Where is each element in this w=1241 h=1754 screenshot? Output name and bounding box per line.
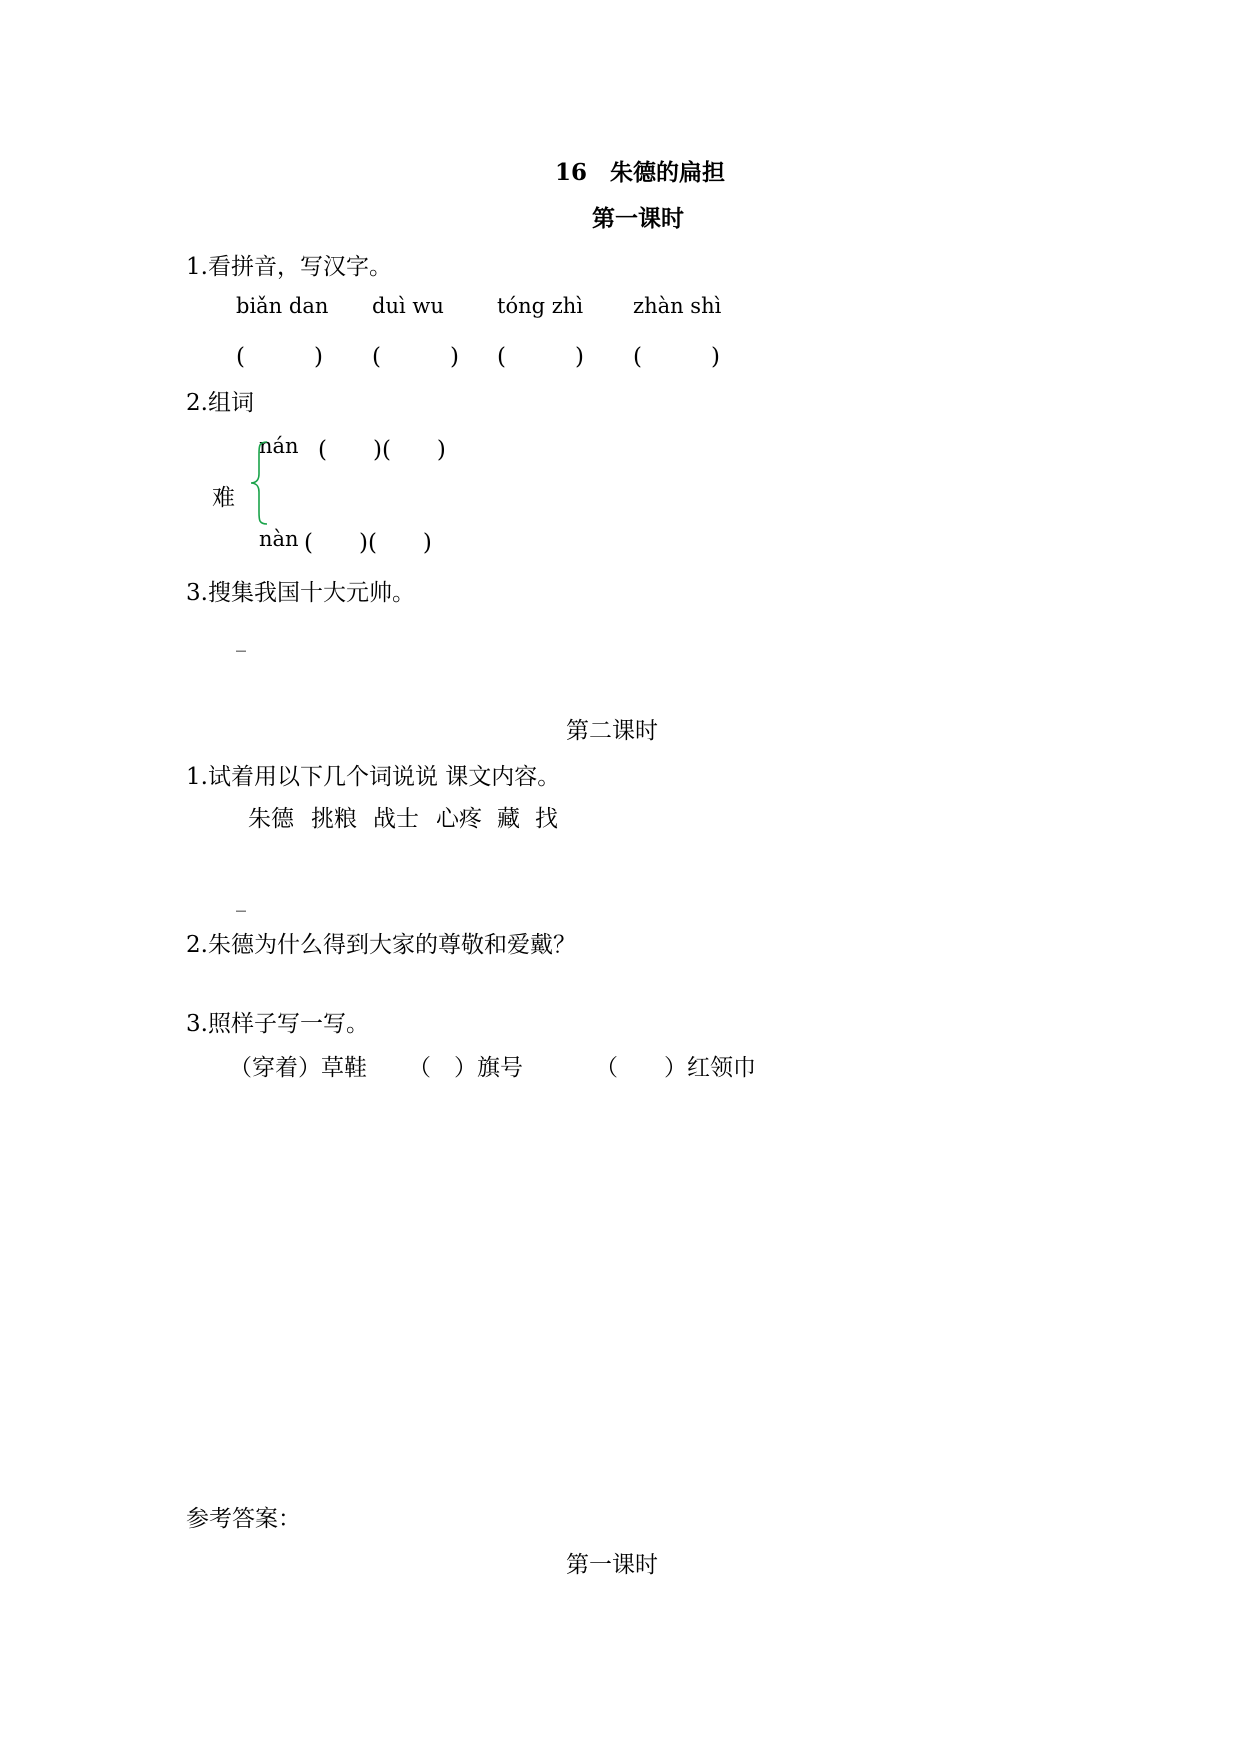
pinyin-item: zhàn shì (633, 294, 722, 318)
lesson1-q3-prompt: 3.搜集我国十大元帅。 (186, 580, 415, 606)
lesson2-heading: 第二课时 (566, 718, 658, 744)
lesson2-q2-prompt: 2.朱德为什么得到大家的尊敬和爱戴？ (186, 932, 576, 958)
lesson2-q3-prompt: 3.照样子写一写。 (186, 1011, 369, 1037)
keyword: 找 (535, 806, 558, 832)
keyword: 战士 (373, 806, 419, 832)
keyword: 挑粮 (311, 806, 357, 832)
answer-blank[interactable]: ( ) (497, 344, 584, 370)
pinyin-nan4: nàn (259, 527, 299, 551)
answer-blank[interactable]: ( ) (236, 344, 323, 370)
pinyin-item: biǎn dan (236, 294, 329, 318)
pinyin-item: tóng zhì (497, 294, 584, 318)
pinyin-item: duì wu (372, 294, 444, 318)
answer-line[interactable]: _ (236, 628, 246, 652)
keyword: 朱德 (248, 806, 294, 832)
answers-label: 参考答案： (186, 1506, 301, 1532)
fill-item[interactable]: （ ）红领巾 (595, 1055, 756, 1081)
word-blanks-nan4[interactable]: ( )( ) (304, 530, 432, 556)
lesson1-heading: 第一课时 (592, 205, 684, 232)
keyword: 藏 (497, 806, 520, 832)
word-blanks-nan2[interactable]: ( )( ) (318, 437, 446, 463)
lesson2-q1-prompt: 1.试着用以下几个词说说 课文内容。 (186, 764, 561, 790)
keyword: 心疼 (436, 806, 482, 832)
lesson1-q1-prompt: 1.看拼音，写汉字。 (186, 254, 392, 280)
answer-blank[interactable]: ( ) (372, 344, 459, 370)
pinyin-nan2: nán (259, 434, 299, 458)
example-item: （穿着）草鞋 (229, 1055, 367, 1081)
answer-line[interactable]: _ (236, 888, 246, 912)
target-character: 难 (212, 485, 235, 511)
answer-blank[interactable]: ( ) (633, 344, 720, 370)
fill-item[interactable]: （ ）旗号 (408, 1055, 523, 1081)
lesson1-q2-prompt: 2.组词 (186, 390, 254, 416)
curly-brace-icon (249, 440, 269, 526)
page-title: 16 朱德的扁担 (555, 159, 726, 186)
answers-heading: 第一课时 (566, 1552, 658, 1578)
